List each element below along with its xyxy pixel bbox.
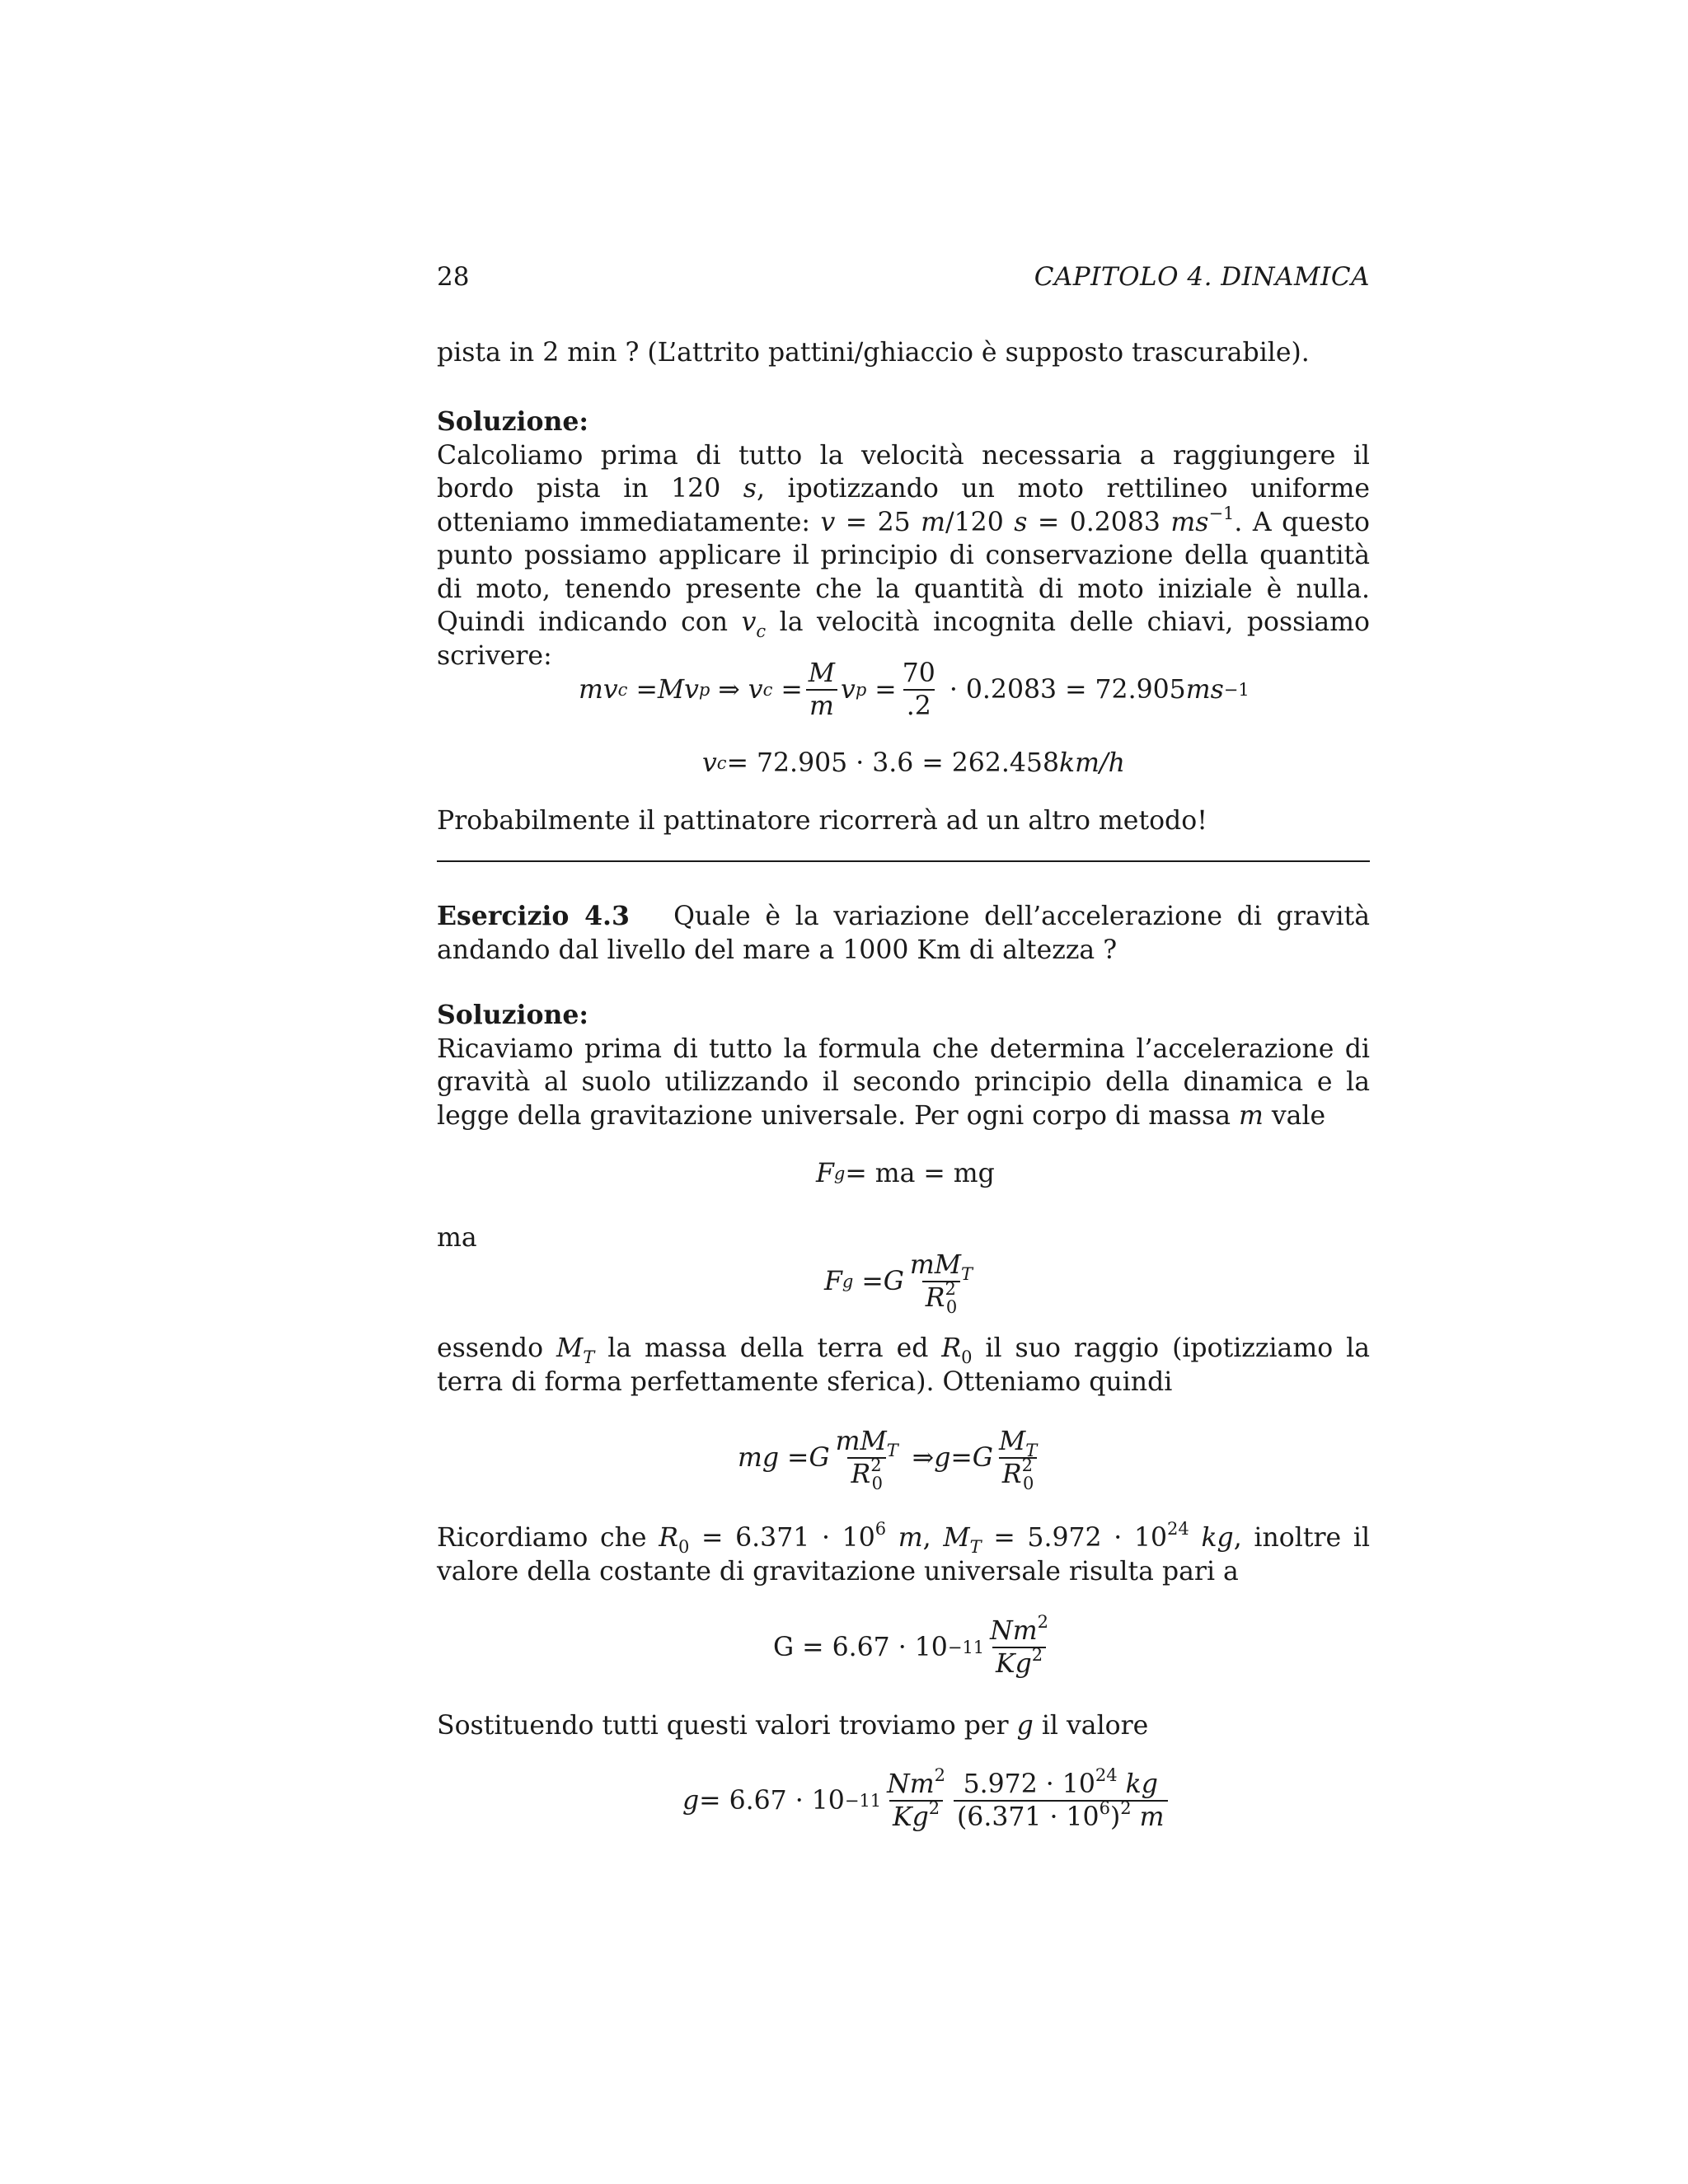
solution-1 [437,405,1370,673]
gravity-acceleration-equation: mg = G $\frac{mM_T}{R^2_0}$ ⇒ g = G $\frac{M_T}{R^2_0}$ [738,1427,1038,1493]
speed-conversion-equation: v c = 72.905 · 3.6 = 262.458 km/h [702,748,1125,778]
solution-heading: Soluzione: [437,1000,589,1030]
solution-paragraph: Ricaviamo prima di tutto la formula che determina l’accelerazione di gravità al suolo utilizzando il secondo principio della dinamica e la legge della gravitazione universale. Per ogni corpo di massa m vale [437,1033,1370,1131]
intro-line [437,336,1370,370]
earth-mass-paragraph: essendo $M_T$ la massa della terra ed $R_0$ il suo raggio (ipotizziamo la terra di forma perfettamente sferica). Otteniamo quindi [437,1333,1370,1397]
page-header [437,262,1370,298]
solution-paragraph: Calcoliamo prima di tutto la velocità necessaria a raggiungere il bordo pista in 120 s, ipotizzando un moto rettilineo uniforme otteniamo immediatamente: v = 25 m/120 s = 0.2083 $ms^{-1}$. A questo punto possiamo applicare il principio di conservazione della quantità di moto, tenendo presente che la quantità di moto iniziale è nulla. Quindi indicando con $v_c$ la velocità incognita delle chiavi, possiamo scrivere: [437,440,1370,671]
chapter-title: CAPITOLO 4. DINAMICA [1034,262,1370,292]
fraction-70: $\frac{70}{.2}$ [902,658,935,721]
ma-label: ma [437,1223,477,1253]
exercise-label: Esercizio 4.3 [437,901,630,931]
momentum-equation: mv c = Mv p ⇒ v c = $\frac{M}{m}$ v p = $\frac{70}{.2}$ · 0.2083 = 72.905 ms −1 [579,658,1250,721]
exercise-question: Quale è la variazione dell’accelerazione di gravità andando dal livello del mare a 1000 Km di altezza ? [437,902,1370,965]
gravitation-law-equation: F g = G $\frac{mM_T}{R^2_0}$ [824,1250,973,1317]
constants-paragraph: Ricordiamo che $R_0 = 6.371 \cdot 10^6$ m, $M_T = 5.972 \cdot 10^{24}$ kg, inoltre il valore della costante di gravitazione universale risulta pari a [437,1519,1371,1586]
section-divider [437,860,1370,862]
substitution-paragraph: Sostituendo tutti questi valori troviamo per g il valore [437,1711,1149,1741]
final-gravity-equation: g = 6.67 · 10 −11 $\frac{Nm^2}{Kg^2}$ $\frac{5.972 \cdot 10^{24} kg}{(6.371 \cdot 10^6)^2 m}$ [682,1770,1170,1831]
intro-text: pista in 2 min ? (L’attrito pattini/ghiaccio è supposto trascurabile). [437,338,1310,368]
solution-heading: Soluzione: [437,406,589,437]
exercise-4-3 [437,900,1370,967]
page-number: 28 [437,262,470,292]
solution-2 [437,999,1370,1132]
conclusion: Probabilmente il pattinatore ricorrerà ad un altro metodo! [437,806,1207,836]
force-equation: F g = ma = mg [816,1159,995,1188]
gravitational-constant-equation: G = 6.67 · 10 −11 $\frac{Nm^2}{Kg^2}$ [773,1612,1048,1679]
fraction-m: $\frac{M}{m}$ [805,659,838,720]
